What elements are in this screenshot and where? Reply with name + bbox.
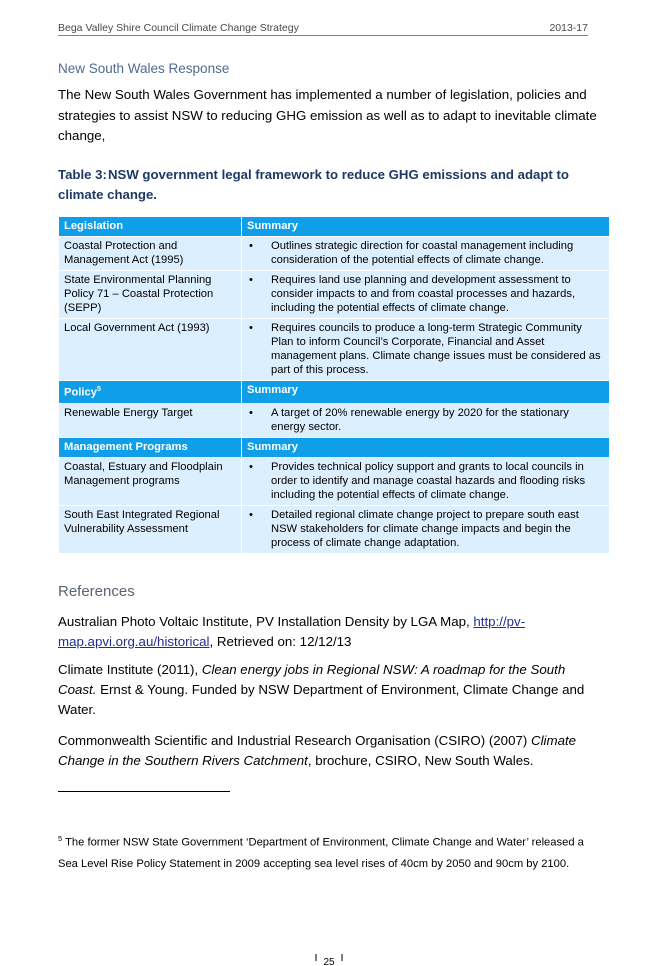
- summary-heading: Summary: [242, 437, 610, 457]
- page-number: [314, 948, 344, 966]
- footnote-ref[interactable]: 5: [96, 386, 101, 393]
- table-row: [59, 271, 610, 319]
- footnote: [58, 828, 598, 875]
- reference-text: Climate Institute (2011),: [58, 662, 202, 677]
- table-row: [59, 319, 610, 381]
- table-row: [59, 237, 610, 271]
- row-summary-text: Outlines strategic direction for coastal management including consideration of the potential effects of climate change.: [271, 240, 574, 266]
- row-name: Renewable Energy Target: [59, 403, 242, 437]
- reference-item: [58, 660, 598, 720]
- table-group-header: [59, 437, 610, 457]
- row-summary: [242, 403, 610, 437]
- reference-link[interactable]: http://pv-map.apvi.org.au/historical: [58, 614, 526, 649]
- references-title: References: [58, 583, 135, 600]
- reference-text: , brochure, CSIRO, New South Wales.: [307, 753, 534, 768]
- row-name: South East Integrated Regional Vulnerability Assessment: [59, 505, 242, 553]
- bullet-icon: •: [249, 460, 253, 473]
- table-caption: [58, 165, 598, 205]
- footnote-text: The former NSW State Government ‘Department of Environment, Climate Change and Water’ released a Sea Level Rise Policy Statement in 2009 accepting sea level rises of 40cm by 2050 and 90cm by 2100.: [58, 836, 584, 870]
- bullet-icon: •: [249, 322, 253, 334]
- group-heading: Management Programs: [59, 437, 242, 457]
- group-heading: Policy: [64, 386, 97, 399]
- table-row: [59, 403, 610, 437]
- reference-item: [58, 612, 598, 652]
- page-header: [58, 22, 588, 36]
- legal-framework-table: [58, 216, 610, 554]
- group-heading: Legislation: [59, 217, 242, 237]
- reference-text: Ernst & Young. Funded by NSW Department of Environment, Climate Change and Water.: [58, 682, 585, 717]
- bullet-icon: •: [249, 240, 253, 252]
- row-summary: [242, 271, 610, 319]
- group-heading-cell: [59, 381, 242, 404]
- row-summary: [242, 237, 610, 271]
- header-title: Bega Valley Shire Council Climate Change Strategy: [58, 22, 299, 34]
- table-group-header: [59, 381, 610, 404]
- row-summary-text: Requires councils to produce a long-term Strategic Community Plan to inform Council’s Corporate, Financial and Asset management plans. Climate change issues must be considered as part of this process.: [271, 322, 601, 376]
- row-name: Coastal Protection and Management Act (1995): [59, 237, 242, 271]
- table-row: [59, 457, 610, 505]
- footnote-number: 5: [58, 834, 63, 843]
- footnote-separator: [58, 791, 230, 792]
- reference-text: Commonwealth Scientific and Industrial Research Organisation (CSIRO) (2007): [58, 733, 531, 748]
- reference-text: Australian Photo Voltaic Institute, PV Installation Density by LGA Map,: [58, 614, 474, 629]
- summary-heading: Summary: [242, 217, 610, 237]
- header-period: 2013-17: [549, 22, 588, 34]
- table-caption-text: NSW government legal framework to reduce GHG emissions and adapt to climate change.: [58, 167, 569, 202]
- intro-paragraph: The New South Wales Government has implemented a number of legislation, policies and strategies to assist NSW to reducing GHG emission as well as to adapt to inevitable climate change,: [58, 87, 597, 143]
- reference-item: [58, 731, 598, 771]
- bullet-icon: •: [249, 406, 253, 419]
- table-group-header: [59, 217, 610, 237]
- row-summary-text: A target of 20% renewable energy by 2020 for the stationary energy sector.: [271, 406, 569, 433]
- bullet-icon: •: [249, 508, 253, 521]
- reference-text: , Retrieved on: 12/12/13: [209, 634, 352, 649]
- reference-title: Climate Change in the Southern Rivers Catchment: [58, 733, 577, 768]
- row-name: Local Government Act (1993): [59, 319, 242, 381]
- row-summary-text: Detailed regional climate change project to prepare south east NSW stakeholders for climate change impacts and begin the process of climate change adaptation.: [271, 508, 579, 549]
- row-summary: [242, 457, 610, 505]
- row-name: State Environmental Planning Policy 71 – Coastal Protection (SEPP): [59, 271, 242, 319]
- page-number-text: 25: [323, 957, 335, 966]
- reference-title: Clean energy jobs in Regional NSW: A roadmap for the South Coast.: [58, 662, 566, 697]
- table-row: [59, 505, 610, 553]
- row-summary-text: Provides technical policy support and grants to local councils in order to identify and manage coastal hazards and flooding risks including the potential effects of climate change.: [271, 460, 586, 501]
- row-summary: [242, 319, 610, 381]
- summary-heading: Summary: [242, 381, 610, 404]
- row-name: Coastal, Estuary and Floodplain Management programs: [59, 457, 242, 505]
- section-title: New South Wales Response: [58, 61, 230, 76]
- bullet-icon: •: [249, 274, 253, 286]
- table-label: Table 3:: [58, 167, 107, 182]
- row-summary: [242, 505, 610, 553]
- row-summary-text: Requires land use planning and development assessment to consider impacts to and from coastal processes and hazards, including the potential effects of climate change.: [271, 274, 576, 314]
